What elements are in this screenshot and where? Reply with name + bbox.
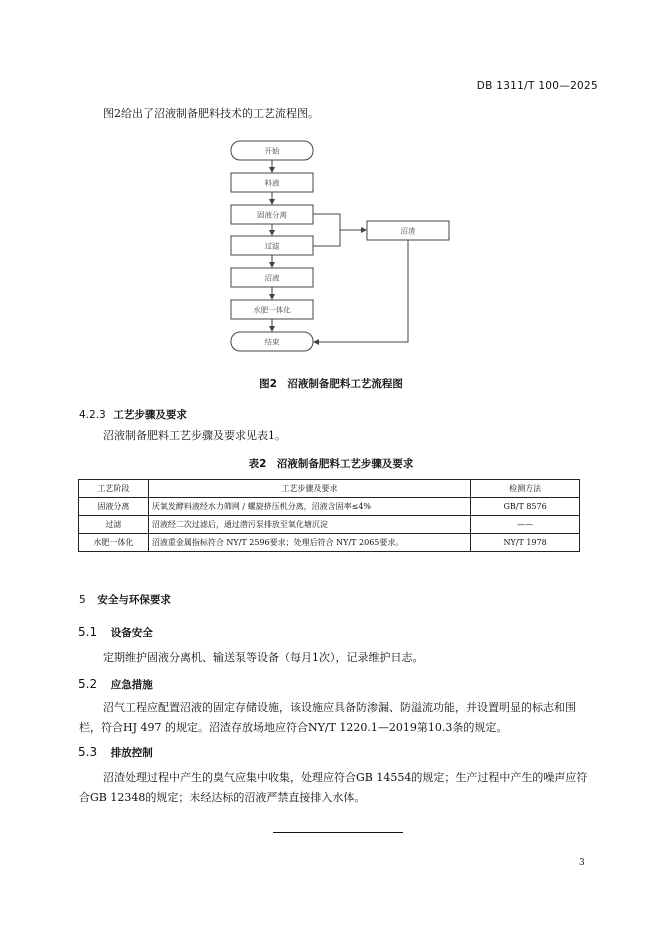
page-number: 3 bbox=[579, 858, 585, 868]
section-title: 应急措施 bbox=[110, 679, 153, 691]
flow-arrow bbox=[313, 230, 340, 246]
table-cell: —— bbox=[471, 516, 580, 534]
table-cell: 厌氧发酵料液经水力筛网 / 螺旋挤压机分离，沼液含固率≤4% bbox=[148, 498, 470, 516]
process-flowchart bbox=[0, 0, 662, 400]
table-header-cell: 检测方法 bbox=[471, 480, 580, 498]
section-number: 5.1 bbox=[78, 625, 98, 639]
section-heading bbox=[78, 745, 153, 760]
flow-label: 沼渣 bbox=[400, 226, 416, 236]
section-heading bbox=[79, 407, 187, 422]
document-code: DB 1311/T 100—2025 bbox=[476, 80, 598, 92]
flow-label: 过滤 bbox=[264, 241, 280, 251]
end-rule bbox=[273, 832, 403, 833]
flow-label: 固液分离 bbox=[257, 210, 287, 220]
flow-node-start bbox=[231, 141, 313, 160]
flow-label: 开始 bbox=[264, 146, 280, 156]
table-header-cell: 工艺阶段 bbox=[79, 480, 149, 498]
section-number: 5.3 bbox=[78, 745, 98, 759]
section-title: 设备安全 bbox=[110, 627, 153, 639]
table-row bbox=[79, 498, 580, 516]
table-row bbox=[79, 534, 580, 552]
flow-node-separation bbox=[231, 205, 313, 224]
table-cell: 沼液经二次过滤后，通过潜污泵排放至氧化塘沉淀 bbox=[148, 516, 470, 534]
flow-node-end bbox=[231, 332, 313, 351]
section-paragraph-line: 栏，符合HJ 497 的规定。沼渣存放场地应符合NY/T 1220.1—2019第10.3条的规定。 bbox=[79, 721, 508, 734]
section-title: 排放控制 bbox=[110, 747, 153, 759]
flow-node-filtration bbox=[231, 236, 313, 255]
section-paragraph-line: 沼渣处理过程中产生的臭气应集中收集，处理应符合GB 14554的规定；生产过程中产生的噪声应符 bbox=[103, 771, 588, 784]
flow-label: 结束 bbox=[264, 337, 280, 347]
section-paragraph-line: 合GB 12348的规定；未经达标的沼液严禁直接排入水体。 bbox=[79, 791, 366, 804]
figure-caption: 图2 沼液制备肥料工艺流程图 bbox=[259, 378, 403, 390]
table-caption: 表2 沼液制备肥料工艺步骤及要求 bbox=[248, 458, 414, 470]
table-cell: 水肥一体化 bbox=[79, 534, 149, 552]
flow-label: 沼液 bbox=[264, 273, 280, 283]
chapter-heading bbox=[79, 592, 171, 607]
section-number: 5 bbox=[79, 594, 86, 606]
section-paragraph-line: 沼气工程应配置沼液的固定存储设施，该设施应具备防渗漏、防溢流功能，并设置明显的标志和围 bbox=[103, 701, 576, 714]
process-table bbox=[78, 479, 580, 552]
flow-label: 料液 bbox=[264, 178, 280, 188]
intro-paragraph: 图2给出了沼液制备肥料技术的工艺流程图。 bbox=[103, 107, 319, 120]
flow-node-feed bbox=[231, 173, 313, 192]
table-cell: GB/T 8576 bbox=[471, 498, 580, 516]
table-cell: NY/T 1978 bbox=[471, 534, 580, 552]
flow-node-slurry bbox=[231, 268, 313, 287]
section-number: 5.2 bbox=[78, 677, 98, 691]
flow-arrow bbox=[314, 240, 408, 342]
section-paragraph: 定期维护固液分离机、输送泵等设备（每月1次），记录维护日志。 bbox=[103, 651, 424, 664]
section-heading bbox=[78, 625, 153, 640]
table-row bbox=[79, 516, 580, 534]
flow-node-fertigation bbox=[231, 300, 313, 319]
table-cell: 过滤 bbox=[79, 516, 149, 534]
section-title: 安全与环保要求 bbox=[97, 594, 171, 606]
flow-arrow bbox=[313, 214, 366, 230]
table-header-row bbox=[79, 480, 580, 498]
table-header-cell: 工艺步骤及要求 bbox=[148, 480, 470, 498]
table-cell: 固液分离 bbox=[79, 498, 149, 516]
section-number: 4.2.3 bbox=[79, 409, 106, 421]
section-heading bbox=[78, 677, 153, 692]
section-title: 工艺步骤及要求 bbox=[113, 409, 187, 421]
flow-node-residue bbox=[367, 221, 449, 240]
table-cell: 沼液重金属指标符合 NY/T 2596要求；处理后符合 NY/T 2065要求。 bbox=[148, 534, 470, 552]
section-paragraph: 沼液制备肥料工艺步骤及要求见表1。 bbox=[103, 429, 286, 442]
flow-label: 水肥一体化 bbox=[253, 305, 291, 315]
